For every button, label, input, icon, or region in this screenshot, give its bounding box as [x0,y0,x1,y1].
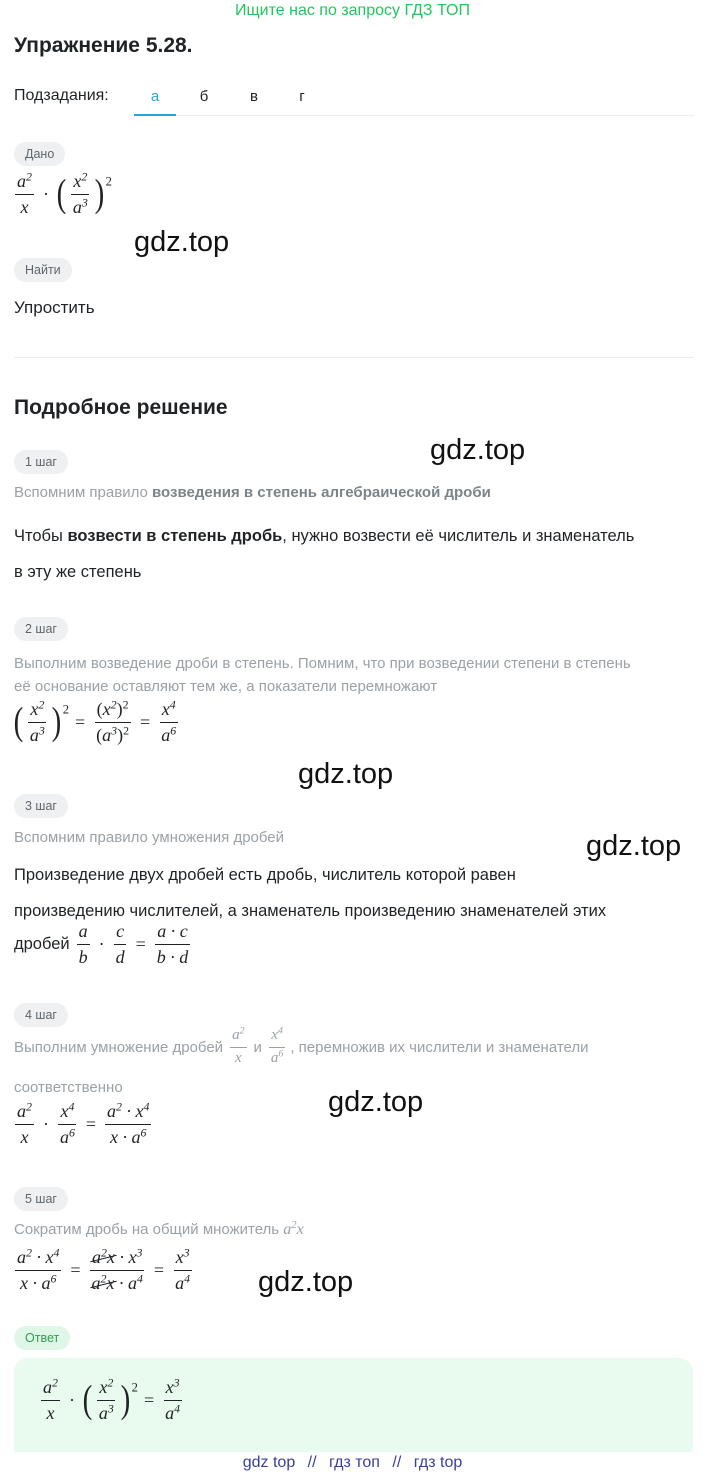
step-2-formula: ( $\frac{x^2}{a^3}$ ) $^2$= $\frac{(x^2)^2}{(a^3)^2}$ = $\frac{x^4}{a^6}$ [13,697,177,745]
watermark: gdz.top [134,226,230,258]
search-banner[interactable]: Ищите нас по запросу ГДЗ ТОП [235,2,470,19]
tab-b-label: б [199,88,209,105]
tab-b[interactable] [192,80,216,116]
step-4-hint-frac-1: $\frac{a^2}{x}$ [232,1025,245,1066]
watermark: gdz.top [328,1086,424,1118]
step-1-hint [14,484,491,501]
solution-title: Подробное решение [14,396,228,419]
watermark: gdz.top [430,434,526,466]
footer-links [0,1454,705,1472]
exercise-title: Упражнение 5.28. [14,34,193,57]
tab-v-label: в [250,88,258,105]
step-2-hint-line2: её основание оставляют тем же, а показатели перемножают [14,678,438,695]
step-2-tag: 2 шаг [14,617,68,641]
answer-tag: Ответ [14,1326,70,1350]
footer-separator: // [307,1454,317,1471]
step-1-hint-bold: возведения в степень алгебраической дроби [152,484,491,501]
step-3-tag: 3 шаг [14,794,68,818]
step-3-hint: Вспомним правило умножения дробей [14,829,285,846]
tab-g-label: г [299,88,305,105]
step-2-hint [14,652,631,698]
given-tag: Дано [14,142,65,166]
step-1-rule-rest: , нужно возвести её числитель и знаменатель [282,527,635,545]
step-4-hint-frac-2: $\frac{x^4}{a^6}$ [270,1025,284,1066]
step-3-rule-line3 [14,922,193,967]
footer-separator: // [392,1454,402,1471]
step-5-hint [14,1221,304,1239]
step-4-hint-suffix: , перемножив их числители и знаменатели [290,1038,589,1056]
step-5-tag: 5 шаг [14,1187,68,1211]
watermark: gdz.top [298,758,394,790]
footer-link-gdz-top-mixed[interactable]: гдз top [413,1454,463,1471]
step-1-rule-bold: возвести в степень дробь [67,527,283,545]
watermark: gdz.top [586,830,682,862]
subtasks-label: Подзадания: [14,87,109,104]
step-2-hint-line1: Выполним возведение дроби в степень. Помним, что при возведении степени в степень [14,655,631,672]
step-3-rule-line2: произведению числителей, а знаменатель произведению знаменателей этих [14,902,607,920]
find-text: Упростить [14,298,95,317]
step-4-hint [14,1025,589,1067]
answer-formula: $\frac{a^2}{x}$ · ( $\frac{x^2}{a^3}$ ) $^2$= $\frac{x^3}{a^4}$ [43,1375,181,1423]
step-4-hint-and: и [253,1038,262,1056]
step-3-rule-line1: Произведение двух дробей есть дробь, числитель которой равен [14,866,516,884]
step-3-formula: $\frac{a}{b}$ · $\frac{c}{d}$ = $\frac{a \cdot c}{b \cdot d}$ [78,921,189,967]
step-3-rule-line3-text: дробей [14,934,70,953]
answer-box [14,1358,693,1452]
tab-g[interactable] [290,80,314,116]
given-formula: $\frac{a^2}{x}$ · ( $\frac{x^2}{a^3}$ ) $^2$ [17,169,112,217]
step-4-hint-prefix: Выполним умножение дробей [14,1038,224,1056]
subtask-tabs [134,80,694,116]
step-1-rule-prefix: Чтобы [14,527,68,545]
step-5-hint-text: Сократим дробь на общий множитель [14,1221,280,1238]
step-5-formula: $\frac{a^2 \cdot x^4}{x \cdot a^6}$ = $\frac{a^2x \cdot x^3}{a^2x \cdot a^4}$ = $\frac{x^3}{a^4}$ [17,1245,190,1293]
step-1-rule-line2: в эту же степень [14,563,142,581]
step-1-rule [14,518,634,590]
footer-link-gdz-top[interactable]: gdz top [242,1454,296,1471]
step-4-formula: $\frac{a^2}{x}$ · $\frac{x^4}{a^6}$ = $\frac{a^2 \cdot x^4}{x \cdot a^6}$ [17,1099,150,1147]
tab-a[interactable] [134,80,176,116]
watermark: gdz.top [258,1266,354,1298]
step-4-hint-line2: соответственно [14,1079,123,1096]
step-1-hint-prefix: Вспомним правило [14,484,153,501]
step-4-tag: 4 шаг [14,1003,68,1027]
step-1-tag: 1 шаг [14,450,68,474]
find-tag: Найти [14,258,72,282]
tab-a-label: а [150,88,160,105]
step-5-hint-factor: $a^2x$ [283,1220,304,1238]
divider [14,357,694,358]
tab-v[interactable] [242,80,266,116]
footer-link-gdz-top-ru[interactable]: гдз топ [329,1454,380,1471]
